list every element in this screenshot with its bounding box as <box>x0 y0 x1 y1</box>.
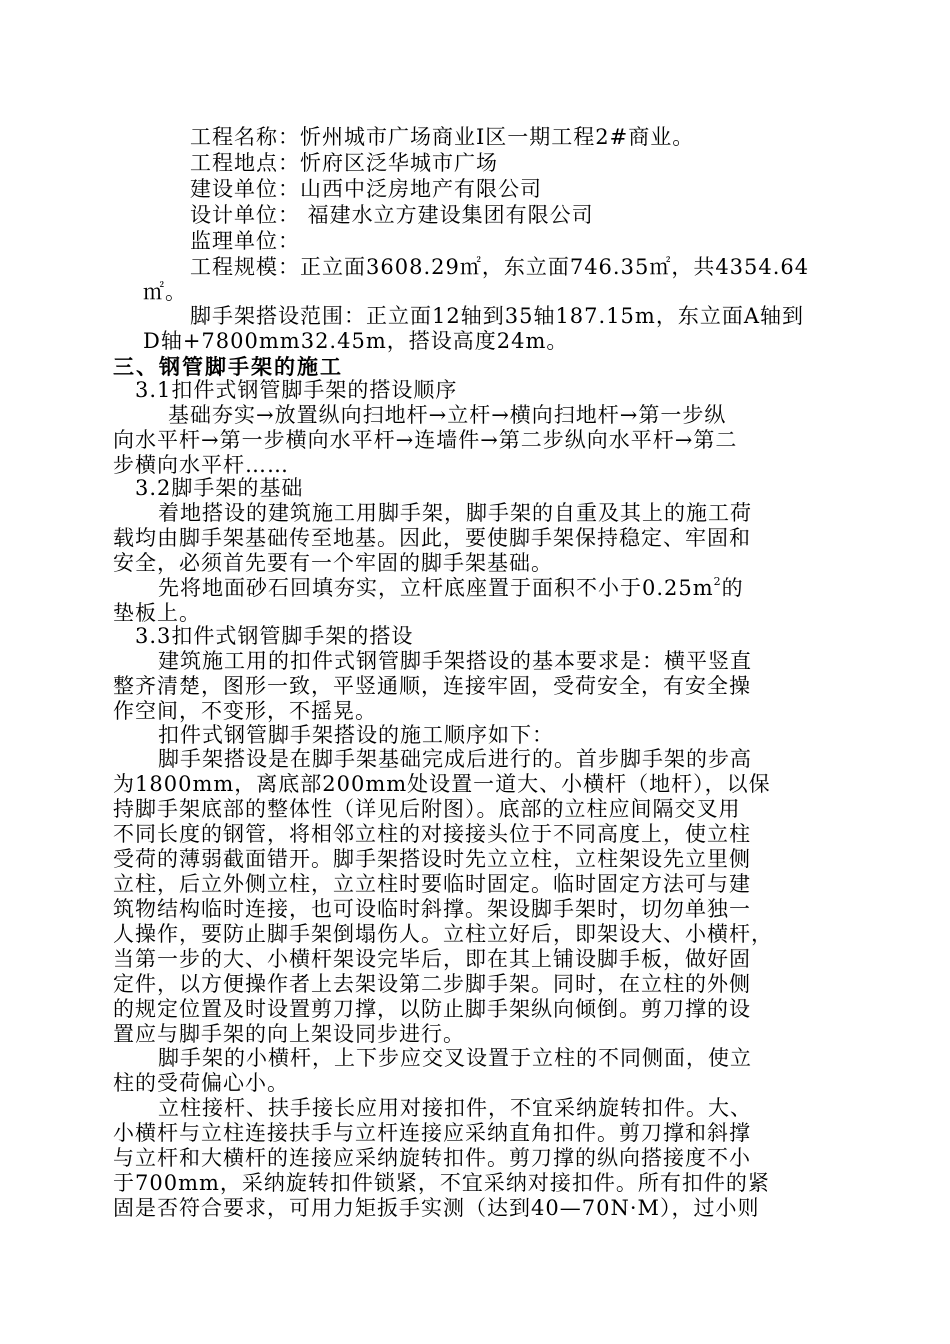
paragraph-line: 步横向水平杆…… <box>113 453 289 477</box>
paragraph-line: 不同长度的钢管，将相邻立柱的对接接头位于不同高度上，使立柱 <box>113 822 751 846</box>
project-scale-line: 工程规模：正立面3608.29㎡，东立面746.35㎡，共4354.64 <box>190 255 810 279</box>
paragraph-line: 作空间，不变形，不摇晃。 <box>113 699 377 723</box>
paragraph-line: 持脚手架底部的整体性（详见后附图）。底部的立柱应间隔交叉用 <box>113 797 741 821</box>
paragraph-line: 垫板上。 <box>113 601 201 625</box>
scaffold-range-line-cont: D轴+7800mm32.45m，搭设高度24m。 <box>143 329 569 353</box>
scaffold-range-line: 脚手架搭设范围：正立面12轴到35轴187.15m，东立面A轴到 <box>190 304 804 328</box>
paragraph-line: 受荷的薄弱截面错开。脚手架搭设时先立立柱，立柱架设先立里侧 <box>113 847 751 871</box>
paragraph-line: 固是否符合要求，可用力矩扳手实测（达到40—70N·M），过小则 <box>113 1196 760 1220</box>
paragraph-line: 小横杆与立柱连接扶手与立杆连接应采纳直角扣件。剪刀撑和斜撑 <box>113 1121 751 1145</box>
paragraph-line: 脚手架搭设是在脚手架基础完成后进行的。首步脚手架的步高 <box>158 747 752 771</box>
paragraph-line: 与立杆和大横杆的连接应采纳旋转扣件。剪刀撑的纵向搭接度不小 <box>113 1146 751 1170</box>
paragraph-line-area <box>158 576 744 601</box>
subsection-3-2-title: 3.2脚手架的基础 <box>135 476 304 500</box>
project-name-line: 工程名称：忻州城市广场商业Ⅰ区一期工程2#商业。 <box>190 125 695 149</box>
paragraph-line: 于700mm，采纳旋转扣件锁紧，不宜采纳对接扣件。所有扣件的紧 <box>113 1171 770 1195</box>
paragraph-line: 向水平杆→第一步横向水平杆→连墙件→第二步纵向水平杆→第二 <box>113 428 738 452</box>
paragraph-line: 为1800mm，离底部200mm处设置一道大、小横杆（地杆），以保 <box>113 772 771 796</box>
project-location-line: 工程地点：忻府区泛华城市广场 <box>190 151 498 175</box>
area-text-end: 的 <box>721 576 744 600</box>
subsection-3-3-title: 3.3扣件式钢管脚手架的搭设 <box>135 624 414 648</box>
area-text: 先将地面砂石回填夯实，立杆底座置于面积不小于0.25m <box>158 576 714 600</box>
paragraph-line: 着地搭设的建筑施工用脚手架，脚手架的自重及其上的施工荷 <box>158 501 752 525</box>
paragraph-line: 脚手架的小横杆，上下步应交叉设置于立柱的不同侧面，使立 <box>158 1046 752 1070</box>
supervisor-line: 监理单位： <box>190 229 300 253</box>
paragraph-line: 安全，必须首先要有一个牢固的脚手架基础。 <box>113 551 553 575</box>
paragraph-line: 定件，以方便操作者上去架设第二步脚手架。同时，在立柱的外侧 <box>113 972 751 996</box>
paragraph-line: 当第一步的大、小横杆架设完毕后，即在其上铺设脚手板，做好固 <box>113 947 751 971</box>
paragraph-line: 整齐清楚，图形一致，平竖通顺，连接牢固，受荷安全，有安全操 <box>113 674 751 698</box>
paragraph-line: 的规定位置及时设置剪刀撑，以防止脚手架纵向倾倒。剪刀撑的设 <box>113 997 751 1021</box>
paragraph-line: 立柱接杆、扶手接长应用对接扣件，不宜采纳旋转扣件。大、 <box>158 1096 752 1120</box>
section-3-heading: 三、钢管脚手架的施工 <box>113 354 343 379</box>
designer-line: 设计单位： 福建水立方建设集团有限公司 <box>190 203 594 227</box>
area-superscript: 2 <box>713 575 722 588</box>
paragraph-line: 建筑施工用的扣件式钢管脚手架搭设的基本要求是：横平竖直 <box>158 649 752 673</box>
paragraph-line: 筑物结构临时连接，也可设临时斜撑。架设脚手架时，切勿单独一 <box>113 897 751 921</box>
project-scale-line-cont: ㎡。 <box>143 280 187 304</box>
paragraph-line: 基础夯实→放置纵向扫地杆→立杆→横向扫地杆→第一步纵 <box>168 403 727 427</box>
paragraph-line: 扣件式钢管脚手架搭设的施工顺序如下： <box>158 723 554 747</box>
paragraph-line: 载均由脚手架基础传至地基。因此，要使脚手架保持稳定、牢固和 <box>113 526 751 550</box>
subsection-3-1-title: 3.1扣件式钢管脚手架的搭设顺序 <box>135 378 458 402</box>
paragraph-line: 人操作，要防止脚手架倒塌伤人。立柱立好后，即架设大、小横杆， <box>113 922 773 946</box>
owner-line: 建设单位：山西中泛房地产有限公司 <box>190 177 542 201</box>
paragraph-line: 置应与脚手架的向上架设同步进行。 <box>113 1022 465 1046</box>
paragraph-line: 立柱，后立外侧立柱，立立柱时要临时固定。临时固定方法可与建 <box>113 872 751 896</box>
paragraph-line: 柱的受荷偏心小。 <box>113 1071 289 1095</box>
